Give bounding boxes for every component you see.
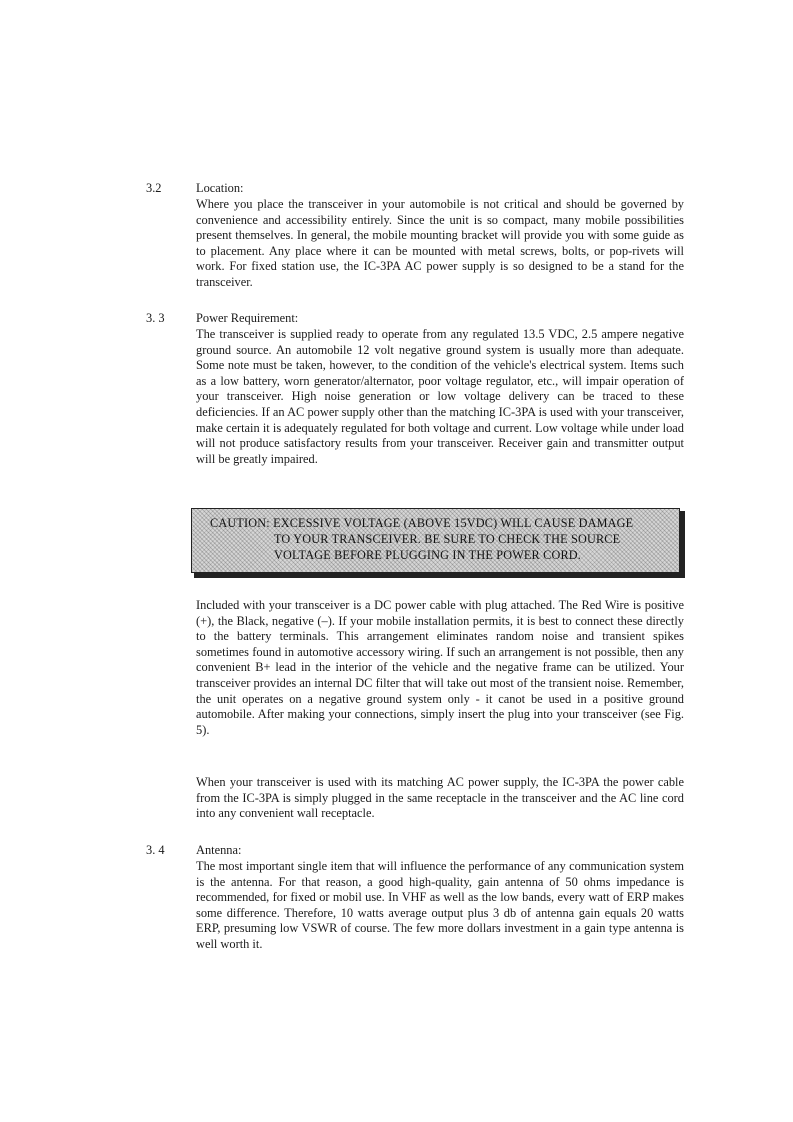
section-body: The transceiver is supplied ready to operate from any regulated 13.5 VDC, 2.5 ampere negative ground source. An automobile 12 volt negative ground system is usually more than adequate. Some note must be taken, however, to the condition of the vehicle's electrical system. Items such as a low battery, worn generator/alternator, poor voltage regulator, etc., will impair operation of your transceiver. High noise generation or low voltage delivery can be traced to these deficiencies. If an AC power supply other than the matching IC-3PA is used with your transceiver, make certain it is adequately regulated for both voltage and current. Low voltage while under load will not produce satisfactory results from your transceiver. Receiver gain and transmitter output will be greatly impaired. — [196, 327, 684, 466]
caution-line-3: VOLTAGE BEFORE PLUGGING IN THE POWER CORD. — [274, 548, 582, 562]
section-number: 3.2 — [146, 181, 162, 195]
section-heading: Location: — [196, 181, 244, 195]
section-number: 3. 4 — [146, 843, 165, 857]
section-heading: Antenna: — [196, 843, 242, 857]
section-number: 3. 3 — [146, 311, 165, 325]
ac-supply-paragraph: When your transceiver is used with its matching AC power supply, the IC-3PA the power cable from the IC-3PA is simply plugged in the same receptacle in the transceiver and the AC line cord into any convenient wall receptacle. — [196, 775, 684, 821]
dc-cable-paragraph: Included with your transceiver is a DC power cable with plug attached. The Red Wire is positive (+), the Black, negative (–). If your mobile installation permits, it is best to connect these directly to the battery terminals. This arrangement eliminates random noise and transient spikes sometimes found in automotive accessory wiring. If such an arrangement is not possible, then any convenient B+ lead in the interior of the vehicle and the negative frame can be utilized. Your transceiver provides an internal DC filter that will take out most of the transient noise. Remember, the unit operates on a negative ground system only - it canot be used in a positive ground automobile. After making your connections, simply insert the plug into your transceiver (see Fig. 5). — [196, 598, 684, 737]
section-heading: Power Requirement: — [196, 311, 299, 325]
section-body: The most important single item that will influence the performance of any communication system is the antenna. For that reason, a good high-quality, gain antenna of 50 ohms impedance is recommended, for fixed or mobil use. In VHF as well as the low bands, every watt of ERP makes some difference. Therefore, 10 watts average output plus 3 db of antenna gain equals 20 watts ERP, presuming low VSWR of course. The few more dollars investment in a gain type antenna is well worth it. — [196, 859, 684, 951]
caution-line-1: CAUTION: EXCESSIVE VOLTAGE (ABOVE 15VDC) WILL CAUSE DAMAGE — [210, 516, 634, 530]
caution-box — [191, 508, 685, 578]
caution-line-2: TO YOUR TRANSCEIVER. BE SURE TO CHECK THE SOURCE — [274, 532, 621, 546]
caution-panel — [191, 508, 680, 573]
section-body: Where you place the transceiver in your automobile is not critical and should be governed by convenience and accessibility entirely. Since the unit is so compact, many mobile possibilities present themselves. In general, the mobile mounting bracket will provide you with some guide as to placement. Any place where it can be mounted with metal screws, bolts, or pop-rivets will work. For fixed station use, the IC-3PA AC power supply is so designed to be a stand for the transceiver. — [196, 197, 684, 289]
